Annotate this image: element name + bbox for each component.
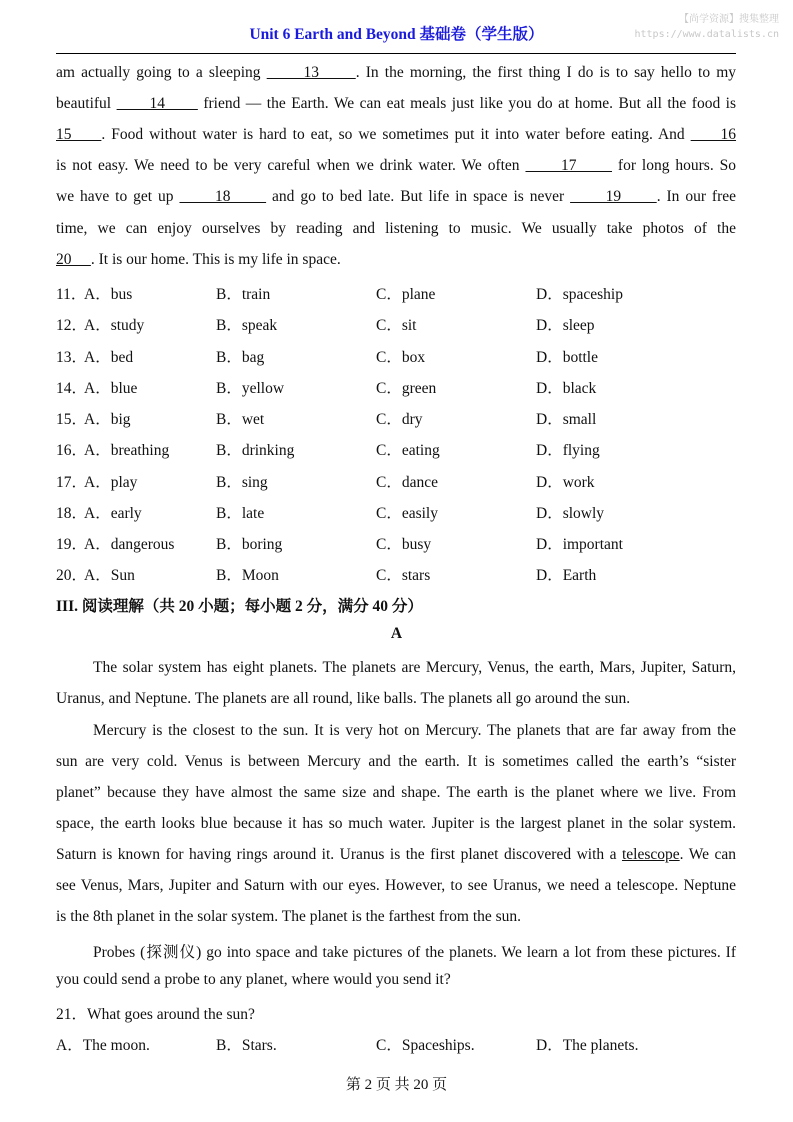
option-c: C．Spaceships.: [376, 1037, 475, 1054]
text-segment: . In our free: [656, 188, 737, 205]
text-line: [56, 940, 736, 962]
text-segment: space, the earth looks blue because it has so much water. Jupiter is the largest planet in the solar system.: [56, 815, 736, 832]
question-number: 15．: [56, 411, 88, 428]
option-d: D．important: [536, 536, 623, 553]
option-a: A．dangerous: [84, 536, 175, 553]
option-d: D．work: [536, 473, 595, 491]
option-c: C．easily: [376, 504, 438, 522]
option-b: B．train: [216, 286, 271, 303]
option-b: B．drinking: [216, 442, 295, 460]
text-line: [56, 908, 736, 926]
option-b: B．Stars.: [216, 1037, 277, 1054]
option-c: C．dry: [376, 411, 423, 428]
option-c: C．plane: [376, 286, 436, 303]
option-d: D．The planets.: [536, 1037, 639, 1054]
option-d: D．sleep: [536, 317, 595, 335]
option-a: A．The moon.: [56, 1037, 150, 1054]
text-line: [56, 846, 736, 864]
watermark-url: https://www.datalists.cn: [634, 29, 779, 40]
text-segment: . In the morning, the first thing I do is to say hello to my: [355, 64, 737, 81]
question-number: 13．: [56, 348, 88, 366]
option-a: A．play: [84, 473, 138, 491]
text-segment: sun are very cold. Venus is between Mercury and the earth. It is sometimes called the earth’s “sister: [56, 753, 736, 770]
option-b: B．wet: [216, 411, 265, 428]
text-segment: . It is our home. This is my life in space.: [90, 251, 341, 268]
question-number: 14．: [56, 379, 88, 397]
option-d: D．spaceship: [536, 286, 623, 303]
section-heading: III. 阅读理解（共 20 小题；每小题 2 分，满分 40 分）: [56, 598, 423, 615]
text-segment: . Food without water is hard to eat, so we sometimes put it into water before eating. And: [101, 126, 691, 143]
text-segment: The solar system has eight planets. The planets are Mercury, Venus, the earth, Mars, Jupiter, Saturn,: [93, 659, 736, 676]
text-line: [56, 188, 736, 206]
option-c: C．box: [376, 348, 426, 366]
question-number: 19．: [56, 536, 88, 553]
underlined-blank: 15: [56, 126, 102, 143]
text-segment: see Venus, Mars, Jupiter and Saturn with our eyes. However, to see Uranus, we need a telescope. Neptune: [56, 877, 736, 894]
option-b: B．late: [216, 504, 265, 522]
option-c: C．dance: [376, 473, 438, 491]
text-segment: Mercury is the closest to the sun. It is very hot on Mercury. The planets that are far away from the: [93, 722, 736, 739]
option-c: C．stars: [376, 567, 431, 585]
text-line: [56, 126, 736, 144]
option-c: C．busy: [376, 536, 432, 553]
text-line: [56, 659, 736, 677]
underlined-blank: 20: [56, 251, 91, 268]
option-a: A．study: [84, 317, 145, 335]
text-segment: you could send a probe to any planet, where would you send it?: [56, 971, 451, 988]
question-stem: 21．What goes around the sun?: [56, 1006, 255, 1023]
text-segment: . We can: [679, 846, 736, 863]
text-line: [56, 722, 736, 740]
text-line: [56, 157, 736, 175]
passage-label: A: [390, 625, 403, 642]
option-d: D．small: [536, 411, 597, 428]
text-line: [56, 877, 736, 895]
text-segment: Probes (探测仪) go into space and take pictures of the planets. We learn a lot from these pictures. If: [93, 944, 736, 961]
option-d: D．bottle: [536, 348, 598, 366]
text-segment: Saturn is known for having rings around it. Uranus is the first planet discovered with a: [56, 846, 622, 863]
text-segment: time, we can enjoy ourselves by reading and listening to music. We usually take photos of the: [56, 220, 736, 237]
option-a: A．Sun: [84, 567, 135, 585]
text-segment: is not easy. We need to be very careful when we drink water. We often: [56, 157, 526, 174]
text-segment: is the 8th planet in the solar system. The planet is the farthest from the sun.: [56, 908, 522, 925]
text-line: [56, 220, 736, 238]
option-b: B．sing: [216, 473, 268, 491]
text-segment: for long hours. So: [612, 157, 736, 174]
text-line: [56, 753, 736, 771]
option-a: A．breathing: [84, 442, 170, 460]
text-line: [56, 784, 736, 802]
option-c: C．green: [376, 379, 437, 397]
underlined-blank: 19: [570, 188, 657, 205]
text-line: [56, 95, 736, 113]
text-segment: Uranus, and Neptune. The planets are all round, like balls. The planets all go around the sun.: [56, 690, 631, 707]
text-line: [56, 971, 736, 989]
underlined-blank: 18: [179, 188, 267, 205]
option-a: A．big: [84, 411, 131, 428]
text-segment: we have to get up: [56, 188, 180, 205]
text-segment: beautiful: [56, 95, 117, 112]
option-a: A．early: [84, 504, 142, 522]
option-b: B．yellow: [216, 379, 285, 397]
option-c: C．eating: [376, 442, 440, 460]
underlined-blank: 16: [690, 126, 737, 143]
option-a: A．bus: [84, 286, 133, 303]
text-line: [56, 815, 736, 833]
option-a: A．blue: [84, 379, 138, 397]
option-b: B．bag: [216, 348, 265, 366]
page-footer: 第 2 页 共 20 页: [345, 1077, 448, 1093]
text-segment: planet” because they have almost the same size and shape. The earth is the planet where we live. From: [56, 784, 736, 801]
question-number: 20．: [56, 567, 88, 585]
question-number: 18．: [56, 504, 88, 522]
text-line: [56, 64, 736, 82]
question-number: 11．: [56, 286, 87, 303]
underlined-blank: 13: [266, 64, 356, 81]
option-b: B．Moon: [216, 567, 279, 585]
question-number: 17．: [56, 473, 88, 491]
underlined-blank: 17: [525, 157, 612, 174]
option-d: D．black: [536, 379, 597, 397]
option-a: A．bed: [84, 348, 134, 366]
text-line: [56, 690, 736, 708]
text-segment: friend — the Earth. We can eat meals just like you do at home. But all the food is: [197, 95, 737, 112]
option-b: B．boring: [216, 536, 283, 553]
underlined-blank: telescope: [621, 846, 680, 863]
page-header-title: Unit 6 Earth and Beyond 基础卷（学生版）: [249, 26, 544, 43]
text-line: [56, 251, 736, 269]
option-b: B．speak: [216, 317, 278, 335]
option-d: D．flying: [536, 442, 600, 460]
option-c: C．sit: [376, 317, 417, 335]
watermark-line: 【尚学资源】搜集整理: [679, 14, 779, 25]
option-d: D．Earth: [536, 567, 597, 585]
option-d: D．slowly: [536, 504, 605, 522]
text-segment: and go to bed late. But life in space is never: [266, 188, 571, 205]
header-rule: [56, 53, 736, 54]
text-segment: am actually going to a sleeping: [56, 64, 267, 81]
question-number: 12．: [56, 317, 88, 335]
underlined-blank: 14: [116, 95, 198, 112]
watermark: [635, 12, 780, 42]
question-number: 16．: [56, 442, 88, 460]
